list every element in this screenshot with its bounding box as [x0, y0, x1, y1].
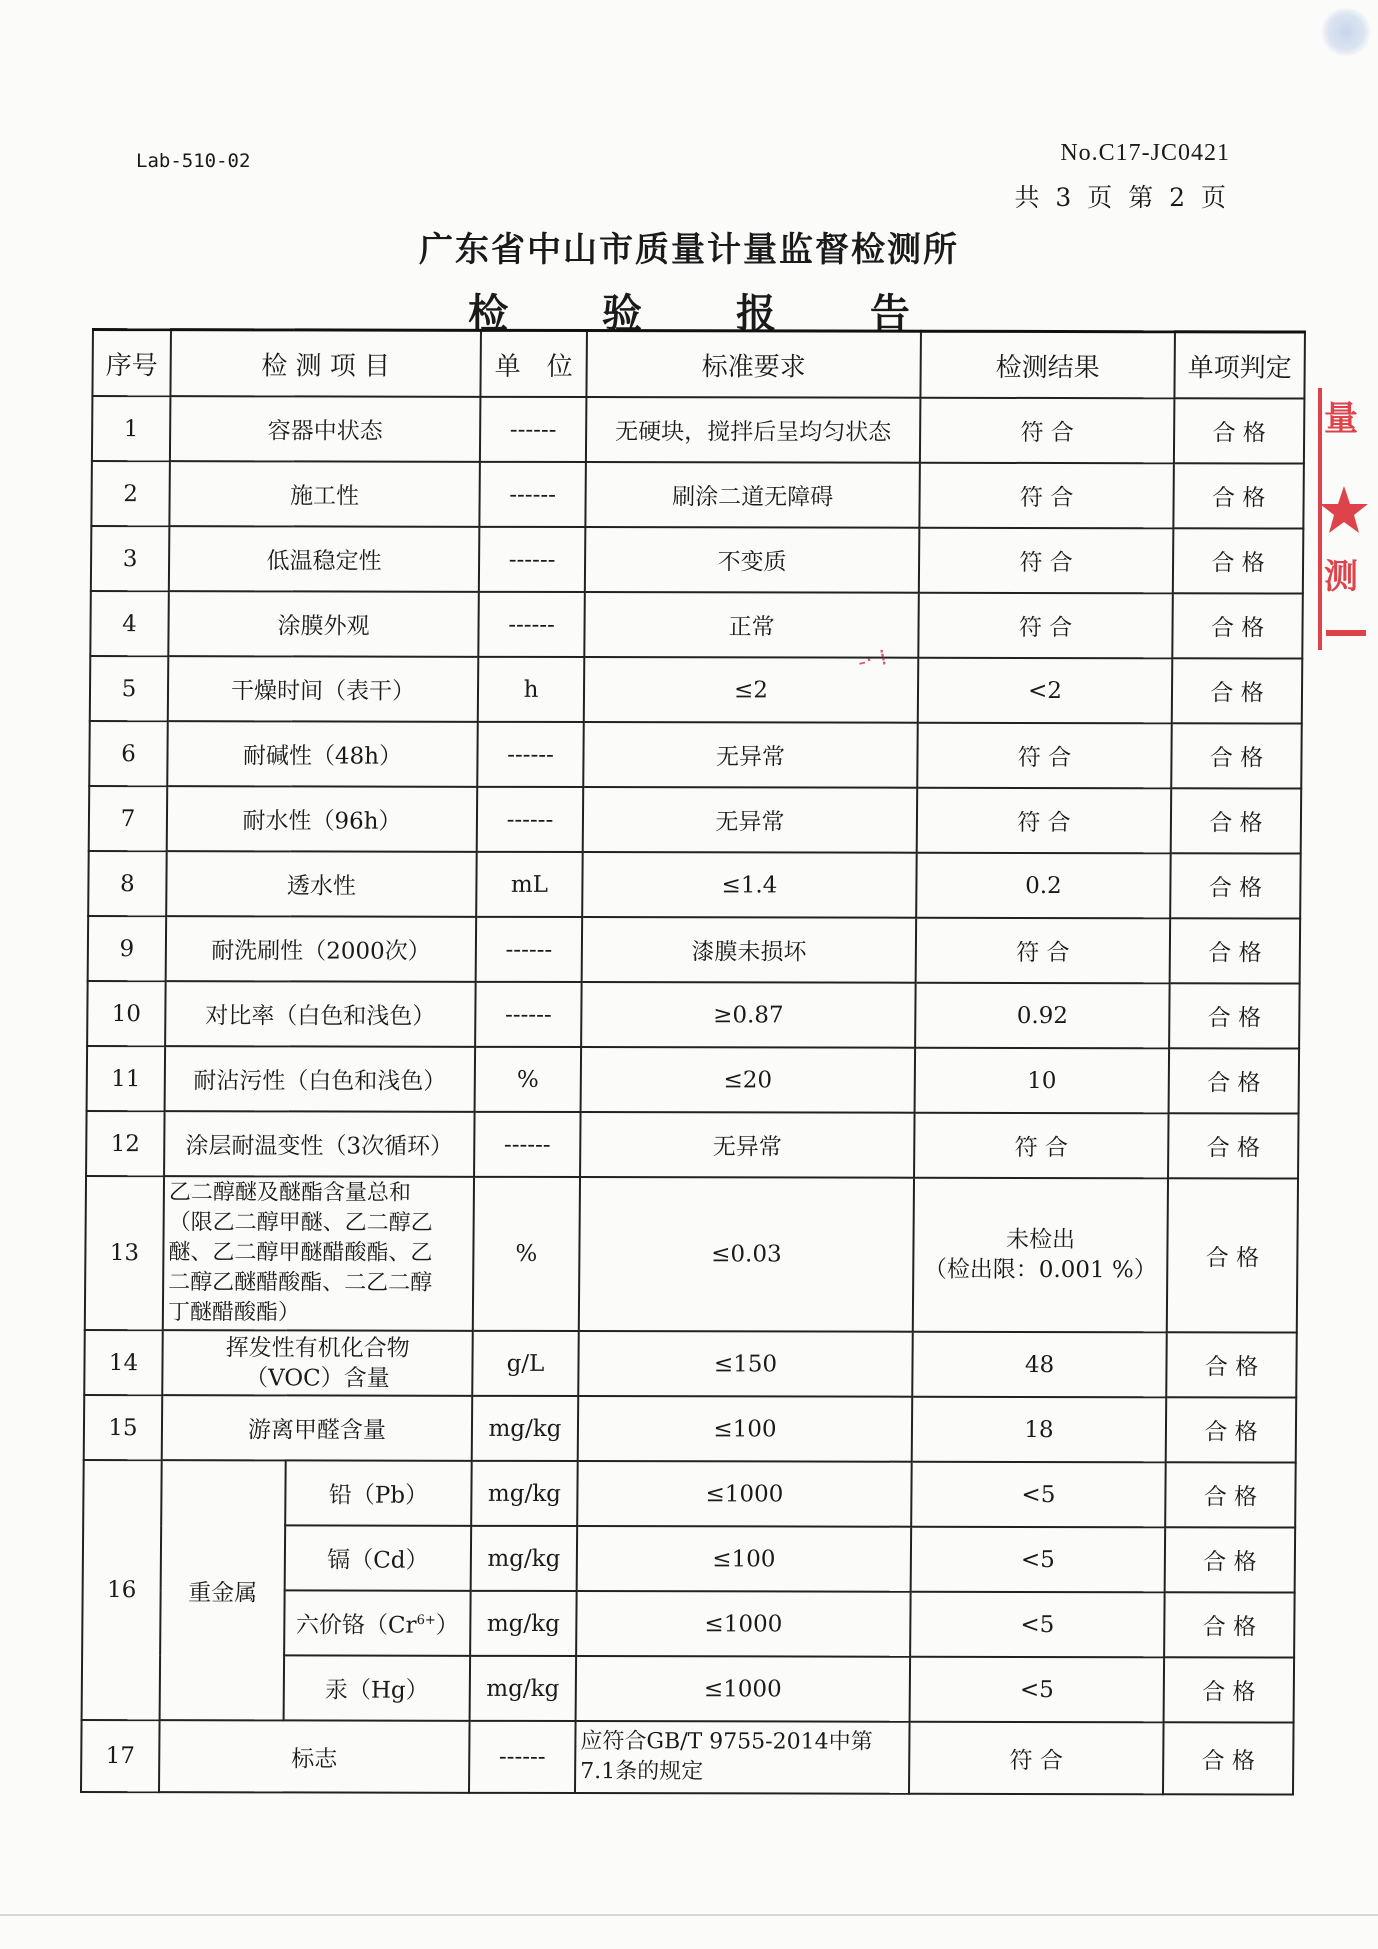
row-unit: mg/kg: [470, 1656, 577, 1721]
result-line: 未检出: [1005, 1226, 1076, 1254]
row-requirement: [575, 1721, 910, 1794]
row-requirement: 漆膜未损坏: [582, 917, 917, 983]
sub-item-name: [284, 1590, 471, 1655]
row-requirement: ≤2: [584, 657, 919, 723]
organization-title: 广东省中山市质量计量监督检测所: [419, 230, 959, 270]
row-requirement: ≤150: [578, 1331, 913, 1397]
header-verdict: 单项判定: [1174, 332, 1305, 399]
row-verdict: 合 格: [1165, 1462, 1296, 1527]
seal-icon: [1318, 388, 1370, 650]
row-verdict: 合 格: [1165, 1527, 1296, 1592]
row-unit: ------: [479, 527, 586, 592]
row-result: <2: [918, 658, 1173, 724]
row-result: <5: [910, 1657, 1165, 1723]
row-unit: ------: [480, 397, 587, 462]
requirement-line: 7.1条的规定: [580, 1759, 704, 1785]
row-seq: 1: [92, 396, 171, 461]
table-row-15: [84, 1395, 1297, 1463]
results-table: [80, 328, 1306, 1796]
row-verdict: 合 格: [1172, 658, 1303, 723]
row-result: 符 合: [918, 593, 1173, 659]
row-unit: ------: [474, 1112, 581, 1177]
row-item: 施工性: [169, 461, 480, 527]
svg-text:测: 测: [1324, 557, 1358, 597]
row-unit: mg/kg: [470, 1591, 577, 1656]
row-unit: ------: [477, 722, 584, 787]
row-unit: mg/kg: [472, 1396, 579, 1461]
row-verdict: 合 格: [1170, 853, 1301, 918]
row-unit: mg/kg: [471, 1526, 578, 1591]
table-row: [90, 656, 1303, 724]
row-result: [913, 1178, 1168, 1333]
header-requirement: 标准要求: [586, 331, 921, 398]
row-result: 符 合: [916, 918, 1171, 984]
row-seq: 6: [89, 721, 168, 786]
row-seq: 16: [82, 1460, 162, 1720]
row-result: 0.92: [915, 983, 1170, 1049]
row-seq: 9: [88, 916, 167, 981]
row-requirement: ≤1000: [576, 1656, 911, 1722]
item-line: （VOC）含量: [244, 1364, 390, 1392]
row-verdict: 合 格: [1174, 398, 1305, 463]
row-unit: %: [475, 1047, 582, 1112]
item-line: 丁醚醋酸酯）: [167, 1300, 301, 1326]
table-row: [87, 981, 1300, 1049]
item-line: 二醇乙醚醋酸酯、二乙二醇: [168, 1270, 433, 1296]
row-result: 48: [912, 1332, 1167, 1398]
row-item: 对比率（白色和浅色）: [165, 981, 476, 1047]
table-row-16-lead: [83, 1460, 1296, 1528]
row-verdict: 合 格: [1169, 1048, 1300, 1113]
heavy-metal-group-label: 重金属: [160, 1460, 286, 1720]
header-item: 检 测 项 目: [170, 330, 481, 397]
row-item: 耐沾污性（白色和浅色）: [165, 1046, 476, 1112]
item-line: 醚、乙二醇甲醚醋酸酯、乙: [168, 1240, 433, 1266]
table-row-17: [81, 1720, 1294, 1795]
row-seq: 11: [87, 1046, 166, 1111]
document-code: Lab-510-02: [136, 150, 251, 172]
row-item: 耐水性（96h）: [167, 786, 478, 852]
row-seq: 12: [86, 1111, 165, 1176]
results-table-wrapper: [80, 328, 1304, 1796]
report-title: 检 验 报 告: [468, 291, 950, 337]
row-result: <5: [910, 1592, 1165, 1658]
row-seq: 7: [89, 786, 168, 851]
row-unit: ------: [477, 787, 584, 852]
row-item: 标志: [159, 1720, 470, 1793]
row-verdict: 合 格: [1168, 1113, 1299, 1178]
row-requirement: ≤1.4: [582, 852, 917, 918]
svg-text:量: 量: [1324, 399, 1358, 439]
row-verdict: 合 格: [1167, 1178, 1298, 1332]
sub-item-name: 镉（Cd）: [285, 1525, 472, 1590]
row-result: 符 合: [920, 398, 1175, 464]
row-seq: 8: [88, 851, 167, 916]
item-line: 乙二醇醚及醚酯含量总和: [168, 1180, 412, 1206]
page-info: 共 3 页 第 2 页: [1014, 183, 1230, 212]
table-row: [92, 396, 1305, 464]
row-verdict: 合 格: [1169, 983, 1300, 1048]
row-unit: mL: [476, 852, 583, 917]
result-detection-limit: （检出限：0.001 %）: [923, 1256, 1157, 1284]
sub-item-name-close: ）: [435, 1612, 459, 1639]
table-row-13: [85, 1176, 1298, 1333]
row-verdict: 合 格: [1173, 463, 1304, 528]
row-result: 符 合: [917, 723, 1172, 789]
superscript-charge: 6+: [416, 1613, 436, 1629]
row-seq: 17: [81, 1720, 160, 1792]
row-result: 0.2: [916, 853, 1171, 919]
row-result: 10: [915, 1048, 1170, 1114]
table-row: [89, 721, 1302, 789]
row-item: 耐洗刷性（2000次）: [166, 916, 477, 982]
row-requirement: 正常: [584, 592, 919, 658]
row-verdict: 合 格: [1166, 1397, 1297, 1462]
table-row: [90, 591, 1303, 659]
row-verdict: 合 格: [1173, 528, 1304, 593]
row-unit: h: [478, 657, 585, 722]
row-item: 容器中状态: [170, 396, 481, 462]
row-requirement: 无硬块，搅拌后呈均匀状态: [586, 397, 921, 463]
table-row: [88, 916, 1301, 984]
row-unit: ------: [475, 982, 582, 1047]
row-requirement: 无异常: [583, 787, 918, 853]
row-item: 游离甲醛含量: [162, 1395, 473, 1461]
row-verdict: 合 格: [1164, 1592, 1295, 1657]
header-result: 检测结果: [920, 331, 1175, 398]
row-result: 18: [912, 1397, 1167, 1463]
table-header-row: [92, 330, 1305, 399]
header-seq: 序号: [92, 330, 171, 397]
row-seq: 3: [91, 526, 170, 591]
row-verdict: 合 格: [1170, 918, 1301, 983]
row-unit: mg/kg: [471, 1461, 578, 1526]
row-unit: %: [473, 1177, 580, 1331]
row-result: 符 合: [917, 788, 1172, 854]
row-item: [162, 1330, 473, 1396]
row-item: 干燥时间（表干）: [168, 656, 479, 722]
row-verdict: 合 格: [1164, 1657, 1295, 1722]
row-requirement: ≤1000: [576, 1591, 911, 1657]
red-ink-mark: -‧ ⁞: [855, 645, 890, 676]
row-item: 耐碱性（48h）: [167, 721, 478, 787]
row-seq: 4: [90, 591, 169, 656]
row-item: 涂层耐温变性（3次循环）: [164, 1111, 475, 1177]
scan-blot: [1320, 8, 1372, 56]
row-verdict: 合 格: [1166, 1332, 1297, 1397]
header-unit: 单 位: [480, 330, 587, 397]
row-requirement: ≤100: [577, 1526, 912, 1592]
requirement-line: 应符合GB/T 9755-2014中第: [580, 1729, 873, 1755]
row-unit: g/L: [472, 1331, 579, 1396]
row-item-multiline: [163, 1176, 474, 1331]
row-verdict: 合 格: [1171, 723, 1302, 788]
table-row: [91, 526, 1304, 594]
scan-edge: [0, 1914, 1378, 1916]
row-requirement: ≥0.87: [581, 982, 916, 1048]
row-result: <5: [911, 1462, 1166, 1528]
row-verdict: 合 格: [1163, 1722, 1294, 1794]
item-line: （限乙二醇甲醚、乙二醇乙: [168, 1210, 433, 1236]
item-line: 挥发性有机化合物: [225, 1334, 410, 1362]
table-row: [91, 461, 1304, 529]
row-verdict: 合 格: [1172, 593, 1303, 658]
row-requirement: 刷涂二道无障碍: [585, 462, 920, 528]
row-unit: ------: [479, 462, 586, 527]
row-result: 符 合: [914, 1113, 1169, 1179]
official-seal-stamp: [1318, 388, 1370, 650]
row-verdict: 合 格: [1171, 788, 1302, 853]
row-item: 透水性: [166, 851, 477, 917]
row-unit: ------: [476, 917, 583, 982]
row-seq: 13: [85, 1176, 164, 1330]
row-unit: ------: [469, 1721, 576, 1793]
row-requirement: 不变质: [585, 527, 920, 593]
row-requirement: 无异常: [583, 722, 918, 788]
sub-item-name: 铅（Pb）: [285, 1460, 472, 1525]
row-unit: ------: [478, 592, 585, 657]
row-requirement: ≤100: [578, 1396, 913, 1462]
sub-item-name-text: 六价铬（Cr: [295, 1612, 417, 1639]
table-row: [89, 786, 1302, 854]
row-result: <5: [911, 1527, 1166, 1593]
row-seq: 2: [91, 461, 170, 526]
row-result: 符 合: [919, 463, 1174, 529]
table-row: [88, 851, 1301, 919]
row-item: 低温稳定性: [169, 526, 480, 592]
row-result: 符 合: [919, 528, 1174, 594]
row-requirement: ≤0.03: [579, 1177, 914, 1332]
row-seq: 15: [84, 1395, 163, 1460]
row-seq: 5: [90, 656, 169, 721]
row-seq: 14: [84, 1330, 163, 1395]
report-number: No.C17-JC0421: [1060, 140, 1230, 166]
row-item: 涂膜外观: [168, 591, 479, 657]
row-result: 符 合: [909, 1722, 1164, 1795]
table-row: [86, 1111, 1299, 1179]
sub-item-name: 汞（Hg）: [284, 1655, 471, 1720]
row-requirement: 无异常: [580, 1112, 915, 1178]
row-requirement: ≤20: [581, 1047, 916, 1113]
row-seq: 10: [87, 981, 166, 1046]
row-requirement: ≤1000: [577, 1461, 912, 1527]
table-row: [87, 1046, 1300, 1114]
table-row-14: [84, 1330, 1297, 1398]
